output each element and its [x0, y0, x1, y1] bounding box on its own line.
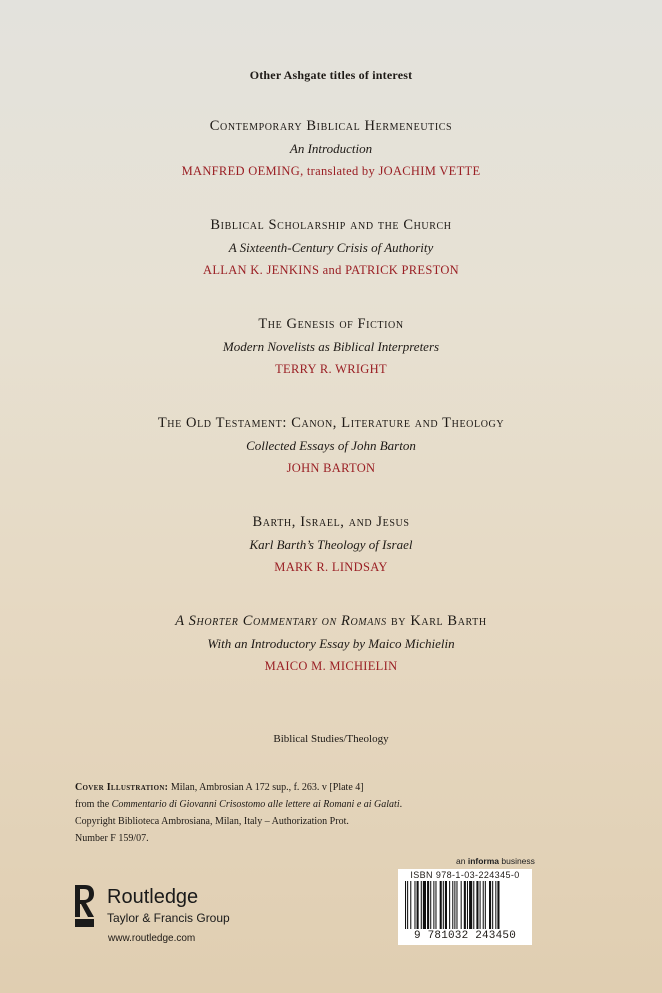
author-name: MAICO M. MICHIELIN [264, 659, 398, 673]
book-author [0, 461, 662, 476]
book-author [0, 659, 662, 674]
credit-label: Cover Illustration: [75, 782, 169, 793]
book-title: Contemporary Biblical Hermeneutics [209, 118, 453, 134]
credit-text: Milan, Ambrosian A 172 sup., f. 263. v [Plate 4] [168, 782, 364, 793]
book-subtitle: A Sixteenth-Century Crisis of Authority [228, 240, 434, 255]
informa-text: business [499, 856, 535, 866]
book-entry-3 [0, 316, 662, 377]
section-heading: Other Ashgate titles of interest [249, 68, 413, 82]
book-subtitle: Modern Novelists as Biblical Interpreters [222, 339, 440, 354]
informa-text: an [456, 856, 468, 866]
author-name: TERRY R. WRIGHT [275, 362, 387, 376]
credit-line-3: Copyright Biblioteca Ambrosiana, Milan, Italy – Authorization Prot. [75, 816, 349, 827]
book-title-italic: A Shorter Commentary on Romans [175, 613, 387, 629]
subject-category: Biblical Studies/Theology [273, 733, 389, 745]
book-subtitle: An Introduction [289, 141, 373, 156]
book-entry-5 [0, 514, 662, 575]
informa-brand: informa [467, 856, 499, 866]
book-author [0, 560, 662, 575]
book-entry-4 [0, 415, 662, 476]
author-name: JOHN BARTON [286, 461, 376, 475]
publisher-logo [73, 883, 233, 929]
author-joiner: , translated by [300, 164, 379, 178]
cover-illustration-credit [75, 779, 405, 847]
author-name: ALLAN K. JENKINS [203, 263, 320, 277]
book-author [0, 164, 662, 179]
book-title: The Old Testament: Canon, Literature and Theology [157, 415, 505, 431]
book-entry-2 [0, 217, 662, 278]
book-entry-6 [0, 613, 662, 674]
author-name: MARK R. LINDSAY [274, 560, 388, 574]
publisher-group: Taylor & Francis Group [107, 911, 230, 925]
informa-business-tag [456, 856, 535, 866]
book-title: Biblical Scholarship and the Church [210, 217, 452, 233]
book-title [0, 613, 662, 630]
isbn-barcode [398, 869, 532, 945]
author-name: MANFRED OEMING [181, 164, 301, 178]
book-entry-1 [0, 118, 662, 179]
routledge-r-logo-icon [73, 883, 95, 929]
author-joiner: and [319, 263, 346, 277]
book-title: The Genesis of Fiction [258, 316, 404, 332]
author-name-second: JOACHIM VETTE [378, 164, 481, 178]
isbn-digits: 9 781032 243450 [413, 930, 517, 942]
isbn-label: ISBN 978-1-03-224345-0 [410, 870, 520, 880]
author-name-second: PATRICK PRESTON [345, 263, 459, 277]
book-subtitle: Collected Essays of John Barton [246, 438, 416, 453]
credit-line-2 [75, 796, 405, 813]
credit-text: from the [75, 799, 112, 810]
book-author [0, 263, 662, 278]
book-title-rest: by Karl Barth [386, 613, 487, 629]
book-subtitle: With an Introductory Essay by Maico Michielin [207, 636, 455, 651]
book-author [0, 362, 662, 377]
publisher-name: Routledge [107, 886, 199, 908]
credit-text: . [399, 799, 403, 810]
publisher-website[interactable]: www.routledge.com [108, 933, 196, 944]
credit-line-1 [75, 779, 405, 796]
barcode-bars [403, 881, 527, 931]
credit-line-4: Number F 159/07. [75, 833, 149, 844]
book-title: Barth, Israel, and Jesus [252, 514, 410, 530]
book-subtitle: Karl Barth’s Theology of Israel [249, 537, 413, 552]
credit-work-title: Commentario di Giovanni Crisostomo alle lettere ai Romani e ai Galati [111, 799, 400, 810]
